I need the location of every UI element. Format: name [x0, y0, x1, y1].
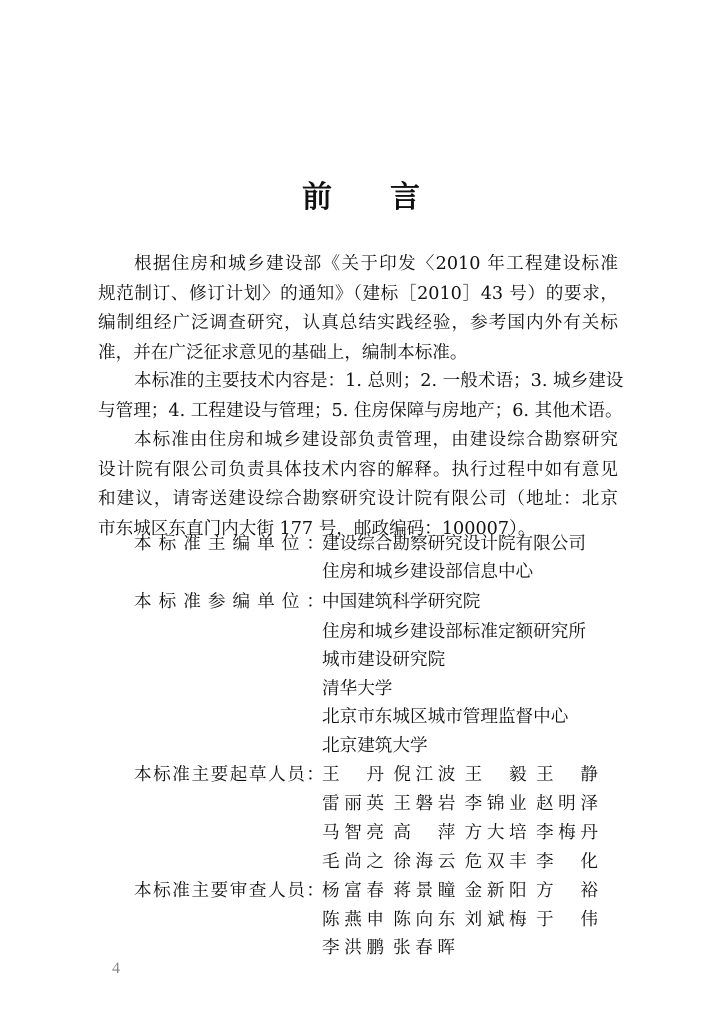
paragraph-line: 本标准由住房和城乡建设部负责管理，由建设综合勘察研究: [134, 430, 618, 450]
drafter-name: 赵明泽: [535, 794, 598, 814]
chief-editor-unit: 建设综合勘察研究设计院有限公司: [322, 534, 586, 554]
drafter-name: 李梅丹: [535, 823, 598, 843]
reviewer-name: 刘斌梅: [464, 910, 527, 930]
paragraph-line: 规范制订、修订计划〉的通知》（建标［2010］43 号）的要求，: [98, 283, 618, 304]
drafter-name: 王 静: [535, 765, 598, 785]
drafter-name: 危双丰: [464, 852, 527, 872]
paragraph-basis: [98, 250, 618, 368]
reviewer-name: 陈向东: [393, 910, 456, 930]
drafter-name: 王 丹: [322, 765, 384, 785]
participating-unit: 清华大学: [322, 679, 393, 699]
drafter-name: 王磐岩: [393, 794, 456, 814]
drafter-name: 方大培: [464, 823, 527, 843]
drafter-name: 雷丽英: [322, 794, 384, 814]
drafter-name: 李 化: [535, 852, 598, 872]
reviewer-name: 于 伟: [535, 910, 598, 930]
reviewers-label: 本标准主要审查人员：: [134, 881, 324, 901]
reviewer-name: 陈燕申: [322, 910, 384, 930]
reviewer-name: 张春晖: [393, 938, 455, 958]
paragraph-line: 编制组经广泛调查研究，认真总结实践经验，参考国内外有关标: [98, 313, 618, 333]
reviewer-name: 金新阳: [464, 881, 527, 901]
participating-unit: 北京建筑大学: [322, 736, 428, 756]
paragraph-management: [98, 426, 618, 544]
drafter-name: 倪江波: [393, 765, 456, 785]
paragraph-line: 市东城区东直门内大街 177 号，邮政编码：100007）。: [98, 518, 536, 539]
drafter-name: 毛尚之: [322, 852, 384, 872]
paragraph-line: 本标准的主要技术内容是：1. 总则；2. 一般术语；3. 城乡建设: [134, 371, 624, 391]
page-title: [0, 172, 724, 216]
drafters-label: 本标准主要起草人员：: [134, 765, 324, 785]
participating-unit: 北京市东城区城市管理监督中心: [322, 707, 569, 727]
participating-editors-label: 本标准参编单位：: [134, 592, 324, 612]
paragraph-line: 设计院有限公司负责具体技术内容的解释。执行过程中如有意见: [98, 459, 618, 480]
chief-editors-label: 本标准主编单位：: [134, 534, 324, 554]
chief-editor-unit: 住房和城乡建设部信息中心: [322, 562, 534, 582]
reviewer-name: 蒋景瞳: [393, 881, 456, 901]
reviewer-name: 杨富春: [322, 881, 384, 901]
paragraph-line: 根据住房和城乡建设部《关于印发〈2010 年工程建设标准: [134, 254, 618, 274]
paragraph-line: 和建议，请寄送建设综合勘察研究设计院有限公司（地址：北京: [98, 489, 618, 509]
participating-unit: 城市建设研究院: [322, 650, 446, 670]
drafter-name: 马智亮: [322, 823, 384, 843]
reviewer-name: 李洪鹏: [322, 938, 384, 958]
paragraph-line: 与管理；4. 工程建设与管理；5. 住房保障与房地产；6. 其他术语。: [98, 400, 623, 421]
drafter-name: 高 萍: [393, 823, 456, 843]
drafter-name: 李锦业: [464, 794, 527, 814]
title-char-1: 前: [302, 180, 334, 215]
participating-unit: 中国建筑科学研究院: [322, 592, 481, 612]
reviewer-name: 方 裕: [535, 881, 598, 901]
title-char-2: 言: [390, 180, 422, 215]
page-number: 4: [112, 960, 120, 977]
participating-unit: 住房和城乡建设部标准定额研究所: [322, 622, 586, 642]
paragraph-contents: [98, 367, 624, 426]
drafter-name: 王 毅: [464, 765, 527, 785]
paragraph-line: 准，并在广泛征求意见的基础上，编制本标准。: [98, 342, 468, 363]
drafter-name: 徐海云: [393, 852, 456, 872]
